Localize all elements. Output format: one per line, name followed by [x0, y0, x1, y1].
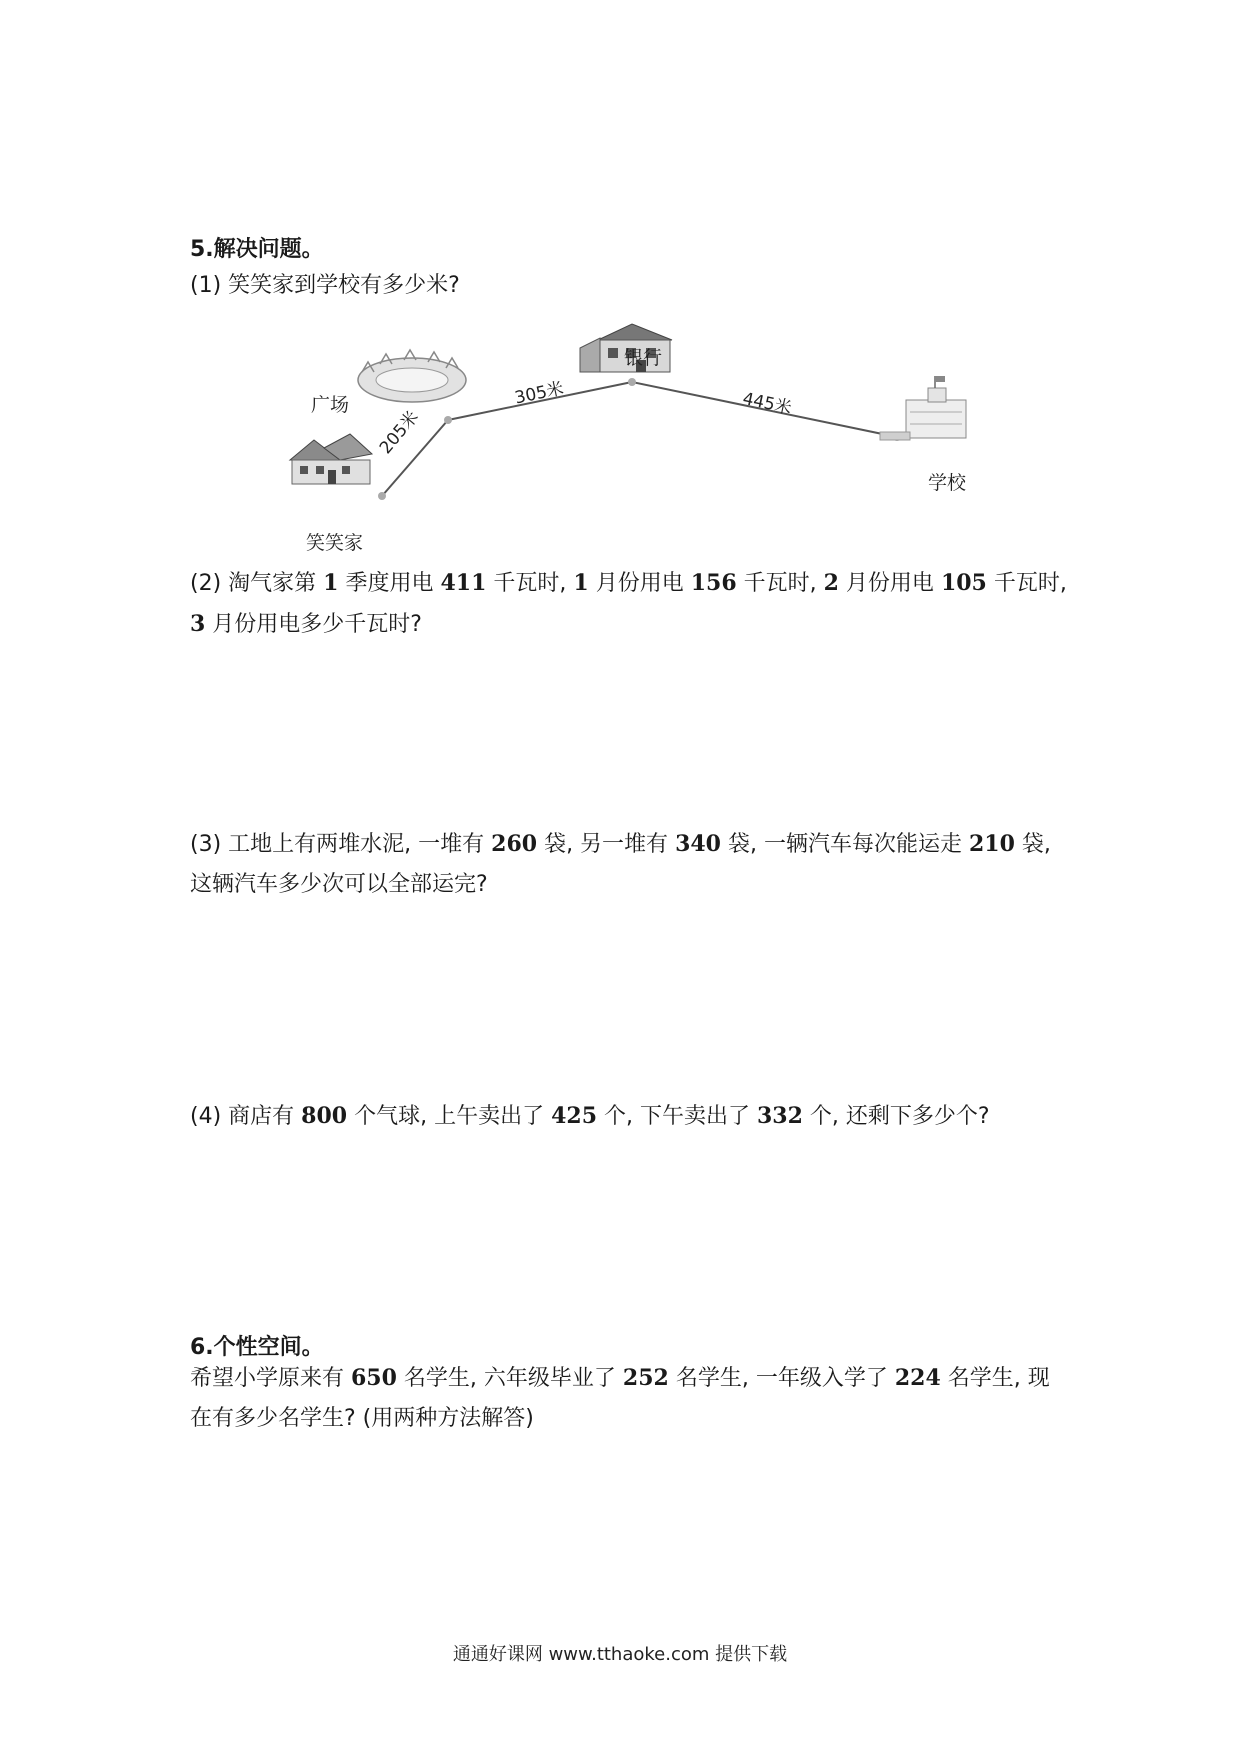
q3-text: 袋, 一辆汽车每次能运走	[721, 832, 969, 857]
home-house-icon	[290, 434, 372, 484]
question-4-text	[190, 1096, 1070, 1137]
q2-text: 月份用电	[588, 571, 691, 596]
distance-home-plaza: 205米	[375, 407, 423, 459]
q3-number: 340	[675, 831, 721, 857]
section5-heading: 5.解决问题。	[190, 237, 324, 262]
s6-text: 名学生, 六年级毕业了	[396, 1366, 623, 1391]
q4-number: 800	[301, 1103, 348, 1129]
q2-number: 411	[440, 570, 487, 596]
section6-heading: 6.个性空间。	[190, 1335, 324, 1360]
q2-text: (2) 淘气家第	[190, 571, 324, 596]
label-home: 笑笑家	[306, 532, 364, 554]
s6-number: 650	[351, 1365, 397, 1391]
q4-text: 个, 还剩下多少个?	[802, 1104, 990, 1129]
school-building-icon	[880, 376, 966, 440]
s6-number: 224	[894, 1365, 941, 1391]
label-bank: 银行	[624, 347, 663, 369]
q3-number: 210	[968, 831, 1015, 857]
question-1-text: (1) 笑笑家到学校有多少米?	[190, 273, 460, 298]
q2-number: 1	[573, 570, 589, 596]
distance-bank-school: 445米	[740, 388, 794, 419]
q2-number: 2	[823, 570, 839, 596]
section6-question-text	[190, 1358, 1070, 1439]
q3-text: 袋, 另一堆有	[537, 832, 676, 857]
q2-text: 季度用电	[338, 571, 441, 596]
q2-number: 105	[940, 570, 987, 596]
label-plaza: 广场	[311, 394, 350, 416]
s6-text: 名学生, 一年级入学了	[668, 1366, 895, 1391]
q3-number: 260	[491, 831, 538, 857]
q2-text: 千瓦时,	[486, 571, 574, 596]
q2-number: 156	[690, 570, 737, 596]
q4-number: 332	[757, 1103, 803, 1129]
distance-plaza-bank: 305米	[513, 378, 566, 409]
plaza-icon	[358, 350, 466, 402]
q4-text: 个气球, 上午卖出了	[347, 1104, 552, 1129]
label-school: 学校	[928, 472, 967, 494]
s6-number: 252	[622, 1365, 669, 1391]
node-plaza	[444, 416, 452, 424]
q2-text: 月份用电	[838, 571, 941, 596]
question-2-text	[190, 563, 1070, 645]
node-home	[378, 492, 386, 500]
s6-text: 希望小学原来有	[190, 1366, 351, 1391]
q2-number: 1	[323, 570, 339, 596]
s6-text: 名学生, 现在有多少名学生? (用两种方法解答)	[190, 1366, 1050, 1431]
question-3-text	[190, 824, 1070, 905]
node-bank	[628, 378, 636, 386]
q2-text: 千瓦时,	[986, 571, 1067, 596]
q4-number: 425	[551, 1103, 598, 1129]
page-footer: 通通好课网 www.tthaoke.com 提供下载	[452, 1644, 788, 1665]
q2-text: 千瓦时,	[736, 571, 824, 596]
q4-text: (4) 商店有	[190, 1104, 302, 1129]
q4-text: 个, 下午卖出了	[597, 1104, 757, 1129]
q3-text: (3) 工地上有两堆水泥, 一堆有	[190, 832, 492, 857]
q2-number: 3	[190, 611, 206, 637]
q2-text: 月份用电多少千瓦时?	[205, 612, 422, 637]
q3-text: 袋, 这辆汽车多少次可以全部运完?	[190, 832, 1051, 897]
